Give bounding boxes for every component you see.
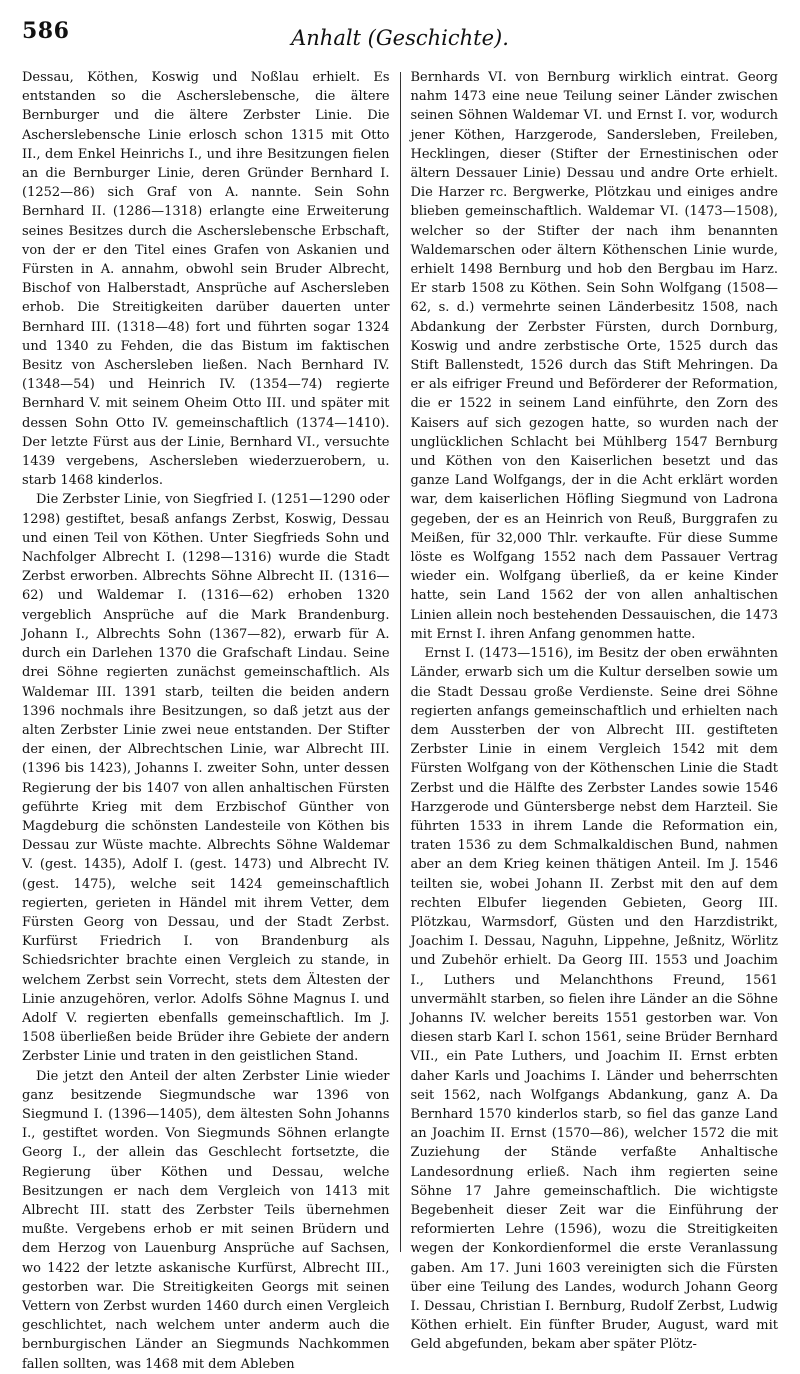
paragraph: Ernst I. (1473—1516), im Besitz der oben erwähnten Länder, erwarb sich um die Kultur derselben sowie um die Stadt Dessau große Verdienste. Seine drei Söhne regierten anfangs gemeinschaftlich und erhielten nach dem Aussterben der von Albrecht III. gestifteten Zerbster Linie in einem Vergleich 1542 mit dem Fürsten Wolfgang von der Köthenschen Linie die Stadt Zerbst und die Hälfte des Zerbster Landes sowie 1546 Harzgerode und Güntersberge nebst dem Harzteil. Sie führten 1533 in ihrem Lande die Reformation ein, traten 1536 zu dem Schmalkaldischen Bund, nahmen aber an dem Krieg keinen thätigen Anteil. Im J. 1546 teilten sie, wobei Johann II. Zerbst mit den auf dem rechten Elbufer liegenden Gebieten, Georg III. Plötzkau, Warmsdorf, Güsten und den Harzdistrikt, Joachim I. Dessau, Naguhn, Lippehne, Jeßnitz, Wörlitz und Zubehör erhielt. Da Georg III. 1553 und Joachim I., Luthers und Melanchthons Freund, 1561 unvermählt starben, so fielen ihre Länder an die Söhne Johanns IV. welcher bereits 1551 gestorben war. Von diesen starb Karl I. schon 1561, seine Brüder Bernhard VII., ein Pate Luthers, und Joachim II. Ernst erbten daher Karls und Joachims I. Länder und beherrschten seit 1562, nach Wolfgangs Abdankung, ganz A. Da Bernhard 1570 kinderlos starb, so fiel das ganze Land an Joachim II. Ernst (1570—86), welcher 1572 die mit Zuziehung der Stände verfaßte Anhaltische Landesordnung erließ. Nach ihm regierten seine Söhne 17 Jahre gemeinschaftlich. Die wichtigste Begebenheit dieser Zeit war die Einführung der reformierten Lehre (1596), wozu die Streitigkeiten wegen der Konkordienformel die erste Veranlassung gaben. Am 17. Juni 1603 vereinigten sich die Fürsten über eine Teilung des Landes, wodurch Johann Georg I. Dessau, Christian I. Bernburg, Rudolf Zerbst, Ludwig Köthen erhielt. Ein fünfter Bruder, August, ward mit Geld abgefunden, bekam aber später Plötz-	[410, 646, 778, 1353]
paragraph: Dessau, Köthen, Koswig und Noßlau erhielt. Es entstanden so die Ascherslebensche, die ältere Bernburger und die ältere Zerbster Linie. Die Ascherslebensche Linie erlosch schon 1315 mit Otto II., dem Enkel Heinrichs I., und ihre Besitzungen fielen an die Bernburger Linie, deren Gründer Bernhard I. (1252—86) sich Graf von A. nannte. Sein Sohn Bernhard II. (1286—1318) erlangte eine Erweiterung seines Besitzes durch die Ascherslebensche Erbschaft, von der er den Titel eines Grafen von Askanien und Fürsten in A. annahm, obwohl sein Bruder Albrecht, Bischof von Halberstadt, Ansprüche auf Aschersleben erhob. Die Streitigkeiten darüber dauerten unter Bernhard III. (1318—48) fort und führten sogar 1324 und 1340 zu Fehden, die das Bistum im faktischen Besitz von Aschersleben ließen. Nach Bernhard IV. (1348—54) und Heinrich IV. (1354—74) regierte Bernhard V. mit seinem Oheim Otto III. und später mit dessen Sohn Otto IV. gemeinschaftlich (1374—1410). Der letzte Fürst aus der Linie, Bernhard VI., versuchte 1439 vergebens, Aschersleben wiederzuerobern, u. starb 1468 kinderlos.	[22, 70, 390, 489]
paragraph: Die Zerbster Linie, von Siegfried I. (1251—1290 oder 1298) gestiftet, besaß anfangs Zerbst, Koswig, Dessau und einen Teil von Köthen. Unter Siegfrieds Sohn und Nachfolger Albrecht I. (1298—1316) wurde die Stadt Zerbst erworben. Albrechts Söhne Albrecht II. (1316—62) und Waldemar I. (1316—62) erhoben 1320 vergeblich Ansprüche auf die Mark Brandenburg. Johann I., Albrechts Sohn (1367—82), erwarb für A. durch ein Darlehen 1370 die Grafschaft Lindau. Seine drei Söhne regierten zunächst gemeinschaftlich. Als Waldemar III. 1391 starb, teilten die beiden andern 1396 nochmals ihre Besitzungen, so daß jetzt aus der alten Zerbster Linie zwei neue entstanden. Der Stifter der einen, der Albrechtschen Linie, war Albrecht III. (1396 bis 1423), Johanns I. zweiter Sohn, unter dessen Regierung der bis 1407 von allen anhaltischen Fürsten geführte Krieg mit dem Erzbischof Günther von Magdeburg die schönsten Landesteile von Köthen bis Dessau zur Wüste machte. Albrechts Söhne Waldemar V. (gest. 1435), Adolf I. (gest. 1473) und Albrecht IV. (gest. 1475), welche seit 1424 gemeinschaftlich regierten, gerieten in Händel mit ihrem Vetter, dem Fürsten Georg von Dessau, und der Stadt Zerbst. Kurfürst Friedrich I. von Brandenburg als Schiedsrichter brachte einen Vergleich zu stande, in welchem Zerbst sein Vorrecht, stets dem Ältesten der Linie anzugehören, verlor. Adolfs Söhne Magnus I. und Adolf V. regierten ebenfalls gemeinschaftlich. Im J. 1508 überließen beide Brüder ihre Gebiete der andern Zerbster Linie und traten in den geistlichen Stand.	[22, 492, 390, 1065]
running-head: Anhalt (Geschichte).	[291, 26, 509, 50]
paragraph: Die jetzt den Anteil der alten Zerbster Linie wieder ganz besitzende Siegmundsche war 1396 von Siegmund I. (1396—1405), dem ältesten Sohn Johanns I., gestiftet worden. Von Siegmunds Söhnen erlangte Georg I., der allein das Geschlecht fortsetzte, die Regierung über Köthen und Dessau, welche Besitzungen er nach dem Vergleich von 1413 mit Albrecht III. statt des Zerbster Teils übernehmen mußte. Vergebens erhob er mit seinen Brüdern und dem Herzog von Lauenburg Ansprüche auf Sachsen, wo 1422 der letzte askanische Kurfürst, Albrecht III., gestorben war. Die Streitigkeiten Georgs mit seinen Vettern von Zerbst wurden 1460 durch einen Vergleich geschlichtet, nach welchem unter anderm auch die bernburgischen Länder an Siegmunds Nachkommen fallen sollten, was 1468 mit dem Ableben	[22, 1068, 390, 1372]
paragraph: Bernhards VI. von Bernburg wirklich eintrat. Georg nahm 1473 eine neue Teilung seiner Länder zwischen seinen Söhnen Waldemar VI. und Ernst I. vor, wodurch jener Köthen, Harzgerode, Sandersleben, Freileben, Hecklingen, dieser (Stifter der Ernestinischen oder ältern Dessauer Linie) Dessau und andre Orte erhielt. Die Harzer rc. Bergwerke, Plötzkau und einiges andre blieben gemeinschaftlich. Waldemar VI. (1473—1508), welcher so der Stifter der nach ihm benannten Waldemarschen oder ältern Köthenschen Linie wurde, erhielt 1498 Bernburg und hob den Bergbau im Harz. Er starb 1508 zu Köthen. Sein Sohn Wolfgang (1508—62, s. d.) vermehrte seinen Länderbesitz 1508, nach Abdankung der Zerbster Fürsten, durch Dornburg, Koswig und andre zerbstische Orte, 1525 durch das Stift Ballenstedt, 1526 durch das Stift Mehringen. Da er als eifriger Freund und Beförderer der Reformation, die er 1522 in seinem Land einführte, den Zorn des Kaisers auf sich gezogen hatte, so wurden nach der unglücklichen Schlacht bei Mühlberg 1547 Bernburg und Köthen von den Kaiserlichen besetzt und das ganze Land Wolfgangs, der in die Acht erklärt worden war, dem kaiserlichen Höfling Siegmund von Ladrona gegeben, der es an Heinrich von Reuß, Burggrafen zu Meißen, für 32,000 Thlr. verkaufte. Für diese Summe löste es Wolfgang 1552 nach dem Passauer Vertrag wieder ein. Wolfgang überließ, da er keine Kinder hatte, sein Land 1562 der von allen anhaltischen Linien allein noch bestehenden Dessauischen, die 1473 mit Ernst I. ihren Anfang genommen hatte.	[410, 70, 778, 642]
text-columns	[22, 68, 778, 1372]
page-number: 586	[22, 18, 70, 44]
right-column	[410, 68, 778, 1353]
left-column	[22, 68, 390, 1372]
column-divider	[400, 72, 401, 1252]
